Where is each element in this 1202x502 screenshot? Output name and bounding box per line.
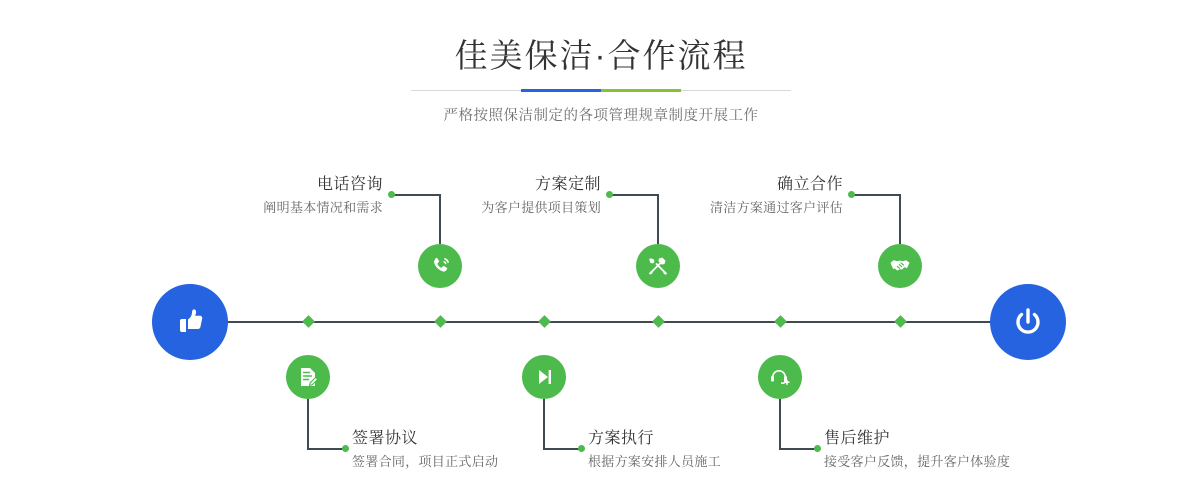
step-title: 方案定制 bbox=[534, 176, 601, 193]
axis-marker bbox=[774, 315, 787, 328]
document-edit-icon bbox=[296, 365, 320, 389]
step-desc: 签署合同，项目正式启动 bbox=[352, 454, 499, 469]
connector-vertical-6 bbox=[779, 399, 781, 449]
connector-dot-2 bbox=[342, 445, 349, 452]
step-label-2 bbox=[352, 429, 612, 472]
axis-marker bbox=[434, 315, 447, 328]
step-title: 电话咨询 bbox=[316, 176, 383, 193]
axis-marker bbox=[894, 315, 907, 328]
step-node-4[interactable] bbox=[522, 355, 566, 399]
step-desc: 为客户提供项目策划 bbox=[481, 200, 601, 215]
timeline-axis bbox=[160, 321, 1042, 323]
page-subtitle: 严格按照保洁制定的各项管理规章制度开展工作 bbox=[443, 108, 759, 124]
process-timeline bbox=[0, 150, 1202, 502]
step-node-5[interactable] bbox=[878, 244, 922, 288]
step-node-6[interactable] bbox=[758, 355, 802, 399]
step-label-3 bbox=[381, 175, 601, 218]
connector-horizontal-6 bbox=[779, 448, 817, 450]
step-node-3[interactable] bbox=[636, 244, 680, 288]
step-node-2[interactable] bbox=[286, 355, 330, 399]
divider-green-segment bbox=[601, 89, 681, 92]
step-label-5 bbox=[623, 175, 843, 218]
connector-vertical-5 bbox=[899, 194, 901, 244]
step-title: 确立合作 bbox=[776, 176, 843, 193]
step-title: 售后维护 bbox=[824, 430, 891, 447]
thumbs-up-icon bbox=[170, 302, 210, 342]
connector-horizontal-5 bbox=[851, 194, 899, 196]
axis-marker bbox=[302, 315, 315, 328]
step-label-6 bbox=[824, 429, 1124, 472]
handshake-icon bbox=[888, 254, 912, 278]
step-desc: 接受客户反馈，提升客户体验度 bbox=[824, 454, 1011, 469]
connector-vertical-4 bbox=[543, 399, 545, 449]
power-icon bbox=[1008, 302, 1048, 342]
timeline-end-endpoint bbox=[990, 284, 1066, 360]
step-desc: 阐明基本情况和需求 bbox=[263, 200, 383, 215]
connector-vertical-2 bbox=[307, 399, 309, 449]
axis-marker bbox=[652, 315, 665, 328]
step-title: 方案执行 bbox=[588, 430, 655, 447]
connector-dot-4 bbox=[578, 445, 585, 452]
connector-horizontal-2 bbox=[307, 448, 345, 450]
play-forward-icon bbox=[532, 365, 556, 389]
step-desc: 清洁方案通过客户评估 bbox=[709, 200, 843, 215]
step-desc: 根据方案安排人员施工 bbox=[588, 454, 722, 469]
connector-horizontal-4 bbox=[543, 448, 581, 450]
header bbox=[0, 34, 1202, 125]
axis-marker bbox=[538, 315, 551, 328]
step-label-1 bbox=[163, 175, 383, 218]
phone-ring-icon bbox=[428, 254, 452, 278]
connector-dot-5 bbox=[848, 191, 855, 198]
divider-blue-segment bbox=[521, 89, 601, 92]
headset-support-icon bbox=[768, 365, 792, 389]
connector-dot-3 bbox=[606, 191, 613, 198]
title-divider bbox=[411, 89, 791, 92]
connector-dot-6 bbox=[814, 445, 821, 452]
page-title: 佳美保洁·合作流程 bbox=[454, 37, 748, 74]
step-title: 签署协议 bbox=[352, 430, 419, 447]
step-node-1[interactable] bbox=[418, 244, 462, 288]
tools-icon bbox=[646, 254, 670, 278]
timeline-start-endpoint bbox=[152, 284, 228, 360]
step-label-4 bbox=[588, 429, 848, 472]
